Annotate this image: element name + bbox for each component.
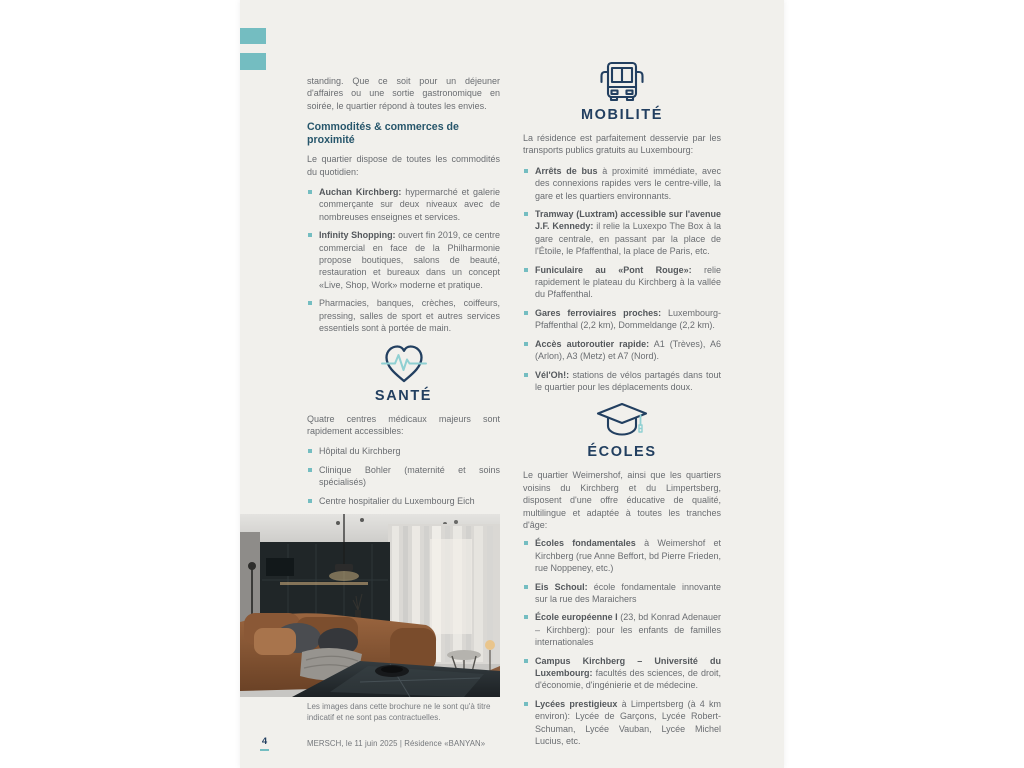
list-item-text: Pharmacies, banques, crèches, coiffeurs, pressing, salles de sport et autres services essentiels sont à portée de main. <box>319 298 500 334</box>
list-item-lead: Écoles fondamentales <box>535 538 636 549</box>
list-item-text: hypermarché et galerie commerçante sur deux niveaux avec de nombreuses enseignes et services. <box>319 187 500 222</box>
list-item <box>523 208 721 258</box>
list-item-lead: Infinity Shopping: <box>319 230 396 241</box>
bullet-square-icon <box>308 468 312 472</box>
mobilite-title: MOBILITÉ <box>580 107 664 123</box>
list-item <box>307 464 500 489</box>
commodites-heading: Commodités & commerces de proximité <box>307 121 459 147</box>
photo-caption: Les images dans cette brochure ne le sont qu'à titre indicatif et ne sont pas contractuelles. <box>307 702 491 722</box>
ecoles-icon-wrap <box>523 401 721 441</box>
list-item <box>523 369 721 394</box>
page-number <box>260 736 269 751</box>
bullet-square-icon <box>524 615 528 619</box>
list-item-text: Hôpital du Kirchberg <box>319 446 401 457</box>
commodites-list <box>307 186 500 334</box>
page-number-underline <box>260 749 269 751</box>
bullet-square-icon <box>524 311 528 315</box>
list-item-lead: Gares ferroviaires proches: <box>535 307 662 318</box>
list-item-text: à proximité immédiate, avec des connexions rapides vers le centre-ville, la gare et les quartiers environnants. <box>535 165 721 201</box>
accent-square-icon <box>240 53 266 70</box>
list-item-lead: Funiculaire au «Pont Rouge»: <box>535 264 692 275</box>
bullet-square-icon <box>524 702 528 706</box>
ecoles-title: ÉCOLES <box>587 444 657 461</box>
bullet-square-icon <box>524 268 528 272</box>
list-item-lead: Lycées prestigieux <box>535 698 618 709</box>
list-item-text: à Weimershof et Kirchberg (rue Anne Beffort, bd Pierre Frieden, rue Noppeney, etc.) <box>535 538 721 574</box>
list-item <box>523 698 721 748</box>
list-item <box>307 297 500 334</box>
ecoles-list <box>523 537 721 747</box>
list-item-text: école fondamentale innovante sur la rue des Maraichers <box>535 581 721 604</box>
brochure-page <box>240 0 784 768</box>
bullet-square-icon <box>308 301 312 305</box>
bullet-square-icon <box>524 541 528 545</box>
sante-title: SANTÉ <box>374 387 433 404</box>
sante-intro: Quatre centres médicaux majeurs sont rapidement accessibles: <box>307 413 500 436</box>
list-item <box>307 186 500 223</box>
mobilite-icon-wrap <box>523 58 721 104</box>
list-item-text: à Limpertsberg (à 4 km environ): Lycée de Garçons, Lycée Robert-Schuman, Lycée Vauban, Lycée Michel Lucius, etc. <box>535 698 721 747</box>
left-column <box>307 75 500 569</box>
list-item <box>307 445 500 457</box>
list-item-text: Clinique Bohler (maternité et soins spécialisés) <box>319 464 500 488</box>
mobilite-list <box>523 165 721 394</box>
bullet-square-icon <box>308 499 312 503</box>
list-item <box>523 537 721 574</box>
list-item-text: facultés des sciences, de droit, d'économie, d'ingénierie et de médecine. <box>535 668 721 691</box>
list-item <box>307 229 500 291</box>
ecoles-intro: Le quartier Weimershof, ainsi que les quartiers voisins du Kirchberg et du Limpertsberg, disposent d'une offre éducative de qualité, multilingue et adaptée à toutes les tranches d'âge: <box>523 470 721 530</box>
mobilite-intro: La résidence est parfaitement desservie par les transports publics gratuits au Luxembourg: <box>523 133 721 156</box>
list-item-lead: Arrêts de bus <box>535 165 598 176</box>
list-item <box>523 165 721 202</box>
bullet-square-icon <box>524 373 528 377</box>
continuation-paragraph: standing. Que ce soit pour un déjeuner d'affaires ou une sortie gastronomique en soirée, le quartier répond à toutes les envies. <box>307 76 500 111</box>
list-item-lead: Auchan Kirchberg: <box>319 187 402 198</box>
bullet-square-icon <box>308 233 312 237</box>
list-item-text: il relie la Luxexpo The Box à la gare centrale, en passant par la place de l'Étoile, le Pfaffenthal, la place de Paris, etc. <box>535 221 722 257</box>
list-item <box>523 611 721 648</box>
sante-icon-wrap <box>307 343 500 385</box>
accent-square-icon <box>240 28 266 44</box>
list-item-text: stations de vélos partagés dans tout le quartier pour les déplacements doux. <box>535 369 721 392</box>
list-item-lead: Campus Kirchberg – Université du Luxembourg: <box>535 655 721 678</box>
list-item <box>523 655 721 692</box>
list-item-text: relie rapidement le plateau du Kirchberg à la vallée du Pfaffenthal. <box>535 264 721 300</box>
list-item-text: ouvert fin 2019, ce centre commercial en face de la Philharmonie propose boutiques, salons de beauté, restauration et bureaux dans un concept «Live, Shop, Work» moderne et pratique. <box>319 230 501 290</box>
bullet-square-icon <box>524 659 528 663</box>
list-item-lead: Accès autoroutier rapide: <box>535 338 650 349</box>
list-item <box>307 495 500 507</box>
commodites-intro: Le quartier dispose de toutes les commodités du quotidien: <box>307 154 500 177</box>
interior-photo <box>240 514 500 697</box>
list-item-lead: Vél'Oh!: <box>535 369 570 380</box>
list-item <box>523 264 721 301</box>
bus-icon <box>598 58 646 104</box>
footer-text: MERSCH, le 11 juin 2025 | Résidence «BANYAN» <box>307 739 486 748</box>
bullet-square-icon <box>524 169 528 173</box>
list-item-lead: Eis Schoul: <box>535 581 588 592</box>
heart-pulse-icon <box>381 343 427 385</box>
bullet-square-icon <box>524 342 528 346</box>
list-item <box>523 307 721 332</box>
right-column <box>523 58 721 753</box>
list-item <box>523 581 721 606</box>
bullet-square-icon <box>524 212 528 216</box>
list-item-text: (23, bd Konrad Adenauer – Kirchberg): pour les enfants de familles internationales <box>535 612 721 648</box>
list-item-lead: Tramway (Luxtram) accessible sur l'avenue J.F. Kennedy: <box>535 209 721 232</box>
bullet-square-icon <box>308 449 312 453</box>
list-item-text: A1 (Trèves), A6 (Arlon), A3 (Metz) et A7 (Nord). <box>535 338 721 362</box>
list-item-text: Centre hospitalier du Luxembourg Eich <box>319 495 475 506</box>
page-number-value: 4 <box>261 736 268 747</box>
bullet-square-icon <box>524 585 528 589</box>
bullet-square-icon <box>308 190 312 194</box>
list-item <box>523 338 721 363</box>
graduation-cap-icon <box>595 401 649 441</box>
list-item-lead: École européenne I <box>535 612 618 623</box>
list-item-text: Luxembourg-Pfaffenthal (2,2 km), Dommeldange (2,2 km). <box>535 307 722 331</box>
